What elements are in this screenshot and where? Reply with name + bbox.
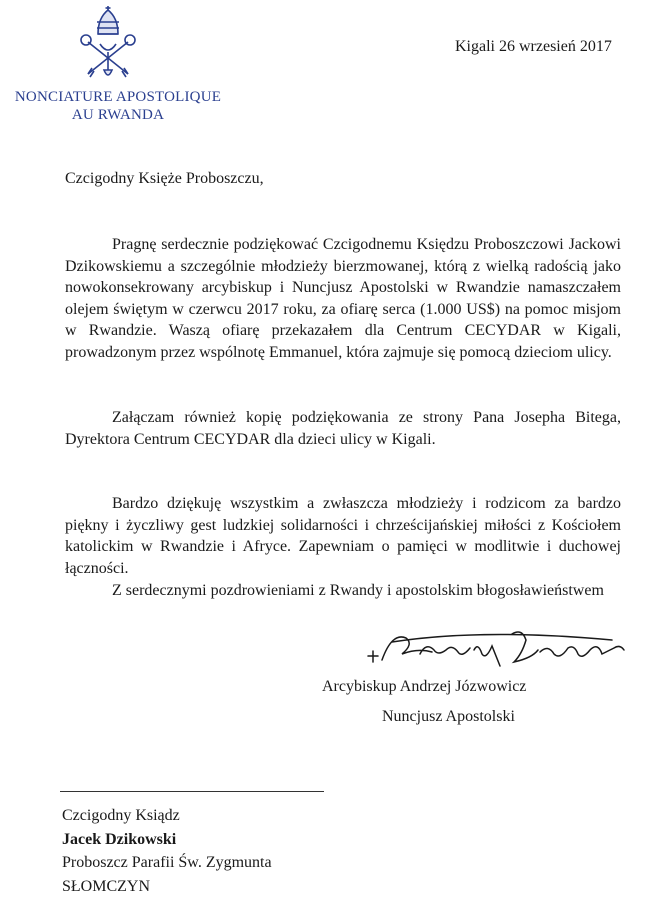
recipient-line-3: Proboszcz Parafii Św. Zygmunta: [62, 854, 272, 871]
signer-title: Nuncjusz Apostolski: [382, 708, 515, 725]
recipient-line-1: Czcigodny Ksiądz: [62, 807, 180, 824]
organization-line-2: AU RWANDA: [71, 107, 165, 123]
recipient-city: SŁOMCZYN: [62, 877, 151, 895]
recipient-name: Jacek Dzikowski: [62, 830, 177, 848]
letter-date: Kigali 26 wrzesień 2017: [455, 38, 612, 55]
papal-coat-of-arms-icon: [76, 4, 140, 84]
body-paragraph-2: Załączam również kopię podziękowania ze strony Pana Josepha Bitega, Dyrektora Centrum CECYDAR dla dzieci ulicy w Kigali.: [65, 409, 621, 448]
body-paragraph-3: Bardzo dziękuję wszystkim a zwłaszcza młodzieży i rodzicom za bardzo piękny i życzliwy gest ludzkiej solidarności i chrześcijańskiej miłości z Kościołem katolickim w Rwandzie i Afryce. Zapewniam o pamięci w modlitwie i duchowej łączności.: [65, 495, 621, 577]
organization-line-1: NONCIATURE APOSTOLIQUE: [14, 89, 222, 105]
recipient-address: [62, 804, 272, 898]
organization-name: [3, 88, 233, 124]
handwritten-signature: [362, 620, 632, 678]
salutation: Czcigodny Księże Proboszczu,: [65, 170, 264, 187]
closing-paragraph: Z serdecznymi pozdrowieniami z Rwandy i apostolskim błogosławieństwem: [112, 582, 604, 599]
divider: [60, 791, 324, 792]
body-paragraph-1: Pragnę serdecznie podziękować Czcigodnemu Księdzu Proboszczowi Jackowi Dzikowskiemu a szczególnie młodzieży bierzmowanej, którą z wielką radością jako nowokonsekrowany arcybiskup i Nuncjusz Apostolski w Rwandzie namaszczałem olejem świętym w czerwcu 2017 roku, za ofiarę serca (1.000 US$) na pomoc misjom w Rwandzie. Waszą ofiarę przekazałem dla Centrum CECYDAR w Kigali, prowadzonym przez wspólnotę Emmanuel, która zajmuje się pomocą dzieciom ulicy.: [65, 236, 621, 361]
signer-name: Arcybiskup Andrzej Józwowicz: [322, 678, 527, 695]
